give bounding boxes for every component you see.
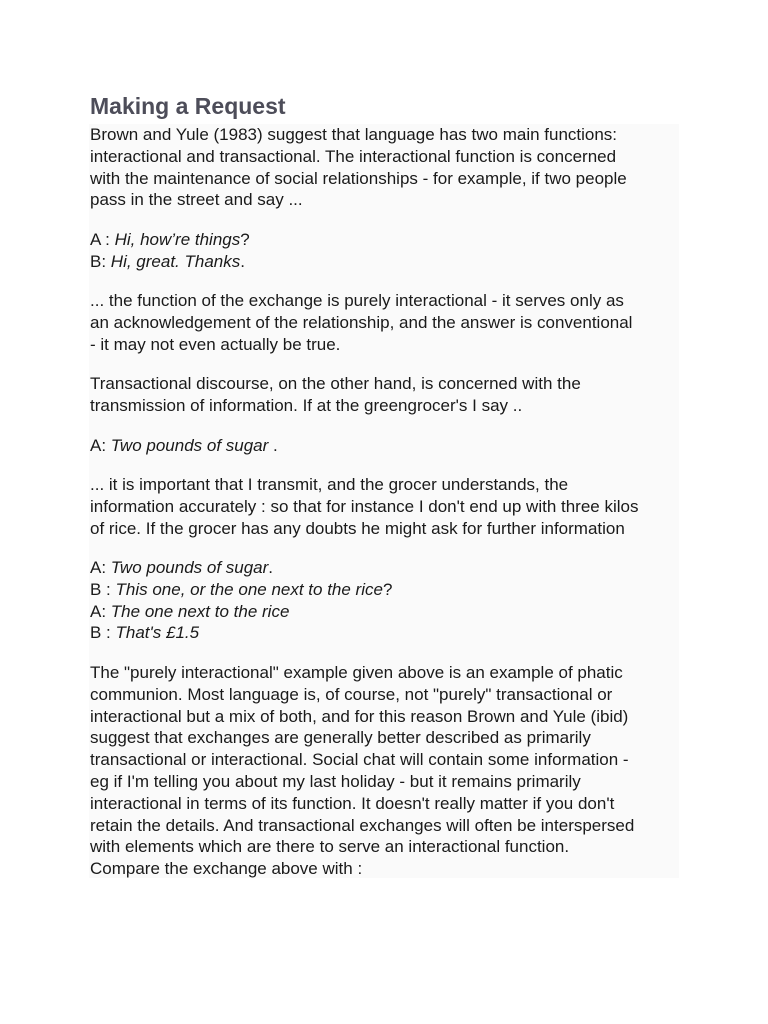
page-title: Making a Request (90, 93, 286, 119)
text-line: Brown and Yule (1983) suggest that language has two main functions: (90, 125, 618, 144)
utterance: The one next to the rice (110, 601, 290, 621)
text-line: information accurately : so that for instance I don't end up with three kilos (90, 496, 639, 516)
utterance: This one, or the one next to the rice (115, 579, 383, 599)
speaker-label: B: (90, 251, 111, 271)
utterance: Hi, how’re things (114, 230, 241, 249)
speaker-label: B : (90, 579, 116, 599)
paragraph-transactional (90, 373, 581, 417)
dialogue-grocer (90, 557, 392, 644)
text-line: with elements which are there to serve an interactional function. (90, 837, 570, 857)
text-line: Compare the exchange above with : (90, 859, 363, 879)
speaker-label: A: (90, 558, 111, 577)
paragraph-accuracy (90, 474, 638, 539)
text-line: eg if I'm telling you about my last holiday - but it remains primarily (90, 771, 581, 791)
text-line: interactional and transactional. The interactional function is concerned (90, 146, 617, 166)
text-line: of rice. If the grocer has any doubts he might ask for further information (90, 518, 625, 538)
text-line: an acknowledgement of the relationship, and the answer is conventional (90, 312, 633, 332)
dialogue-line (90, 601, 392, 623)
speaker-label: A : (90, 230, 115, 249)
dialogue-line (90, 251, 250, 273)
utterance: Two pounds of sugar (110, 558, 269, 577)
text-line: communion. Most language is, of course, not "purely" transactional or (90, 684, 613, 704)
text-line: transmission of information. If at the greengrocer's I say .. (90, 395, 523, 415)
text-line: Transactional discourse, on the other hand, is concerned with the (90, 374, 581, 393)
paragraph-interactional (90, 290, 632, 355)
text-line: retain the details. And transactional exchanges will often be interspersed (90, 815, 635, 835)
dialogue-line (90, 435, 278, 457)
paragraph-intro (90, 124, 627, 211)
punctuation: ? (382, 579, 393, 599)
text-line: ... it is important that I transmit, and the grocer understands, the (90, 475, 569, 494)
utterance: Two pounds of sugar (110, 436, 269, 455)
dialogue-line (90, 579, 392, 601)
text-line: suggest that exchanges are generally better described as primarily (90, 728, 591, 748)
text-line: ... the function of the exchange is purely interactional - it serves only as (90, 291, 624, 310)
speaker-label: B : (90, 623, 116, 643)
text-line: - it may not even actually be true. (90, 334, 341, 354)
text-line: pass in the street and say ... (90, 190, 303, 210)
text-line: The "purely interactional" example given above is an example of phatic (90, 663, 623, 682)
text-line: transactional or interactional. Social chat will contain some information - (90, 750, 629, 770)
article-body (89, 124, 679, 878)
utterance: Hi, great. Thanks (110, 251, 241, 271)
paragraph-phatic (90, 662, 634, 880)
utterance: That's £1.5 (115, 623, 200, 643)
dialogue-line (90, 557, 392, 579)
text-line: interactional but a mix of both, and for this reason Brown and Yule (ibid) (90, 706, 629, 726)
punctuation: . (268, 436, 278, 455)
dialogue-line (90, 229, 250, 251)
punctuation: . (268, 558, 274, 577)
dialogue-greeting (90, 229, 250, 273)
speaker-label: A: (90, 601, 111, 621)
punctuation: ? (240, 230, 250, 249)
text-line: interactional in terms of its function. It doesn't really matter if you don't (90, 793, 615, 813)
text-line: with the maintenance of social relationships - for example, if two people (90, 168, 627, 188)
dialogue-line (90, 622, 392, 644)
speaker-label: A: (90, 436, 111, 455)
punctuation: . (240, 251, 245, 271)
dialogue-sugar (90, 435, 278, 457)
